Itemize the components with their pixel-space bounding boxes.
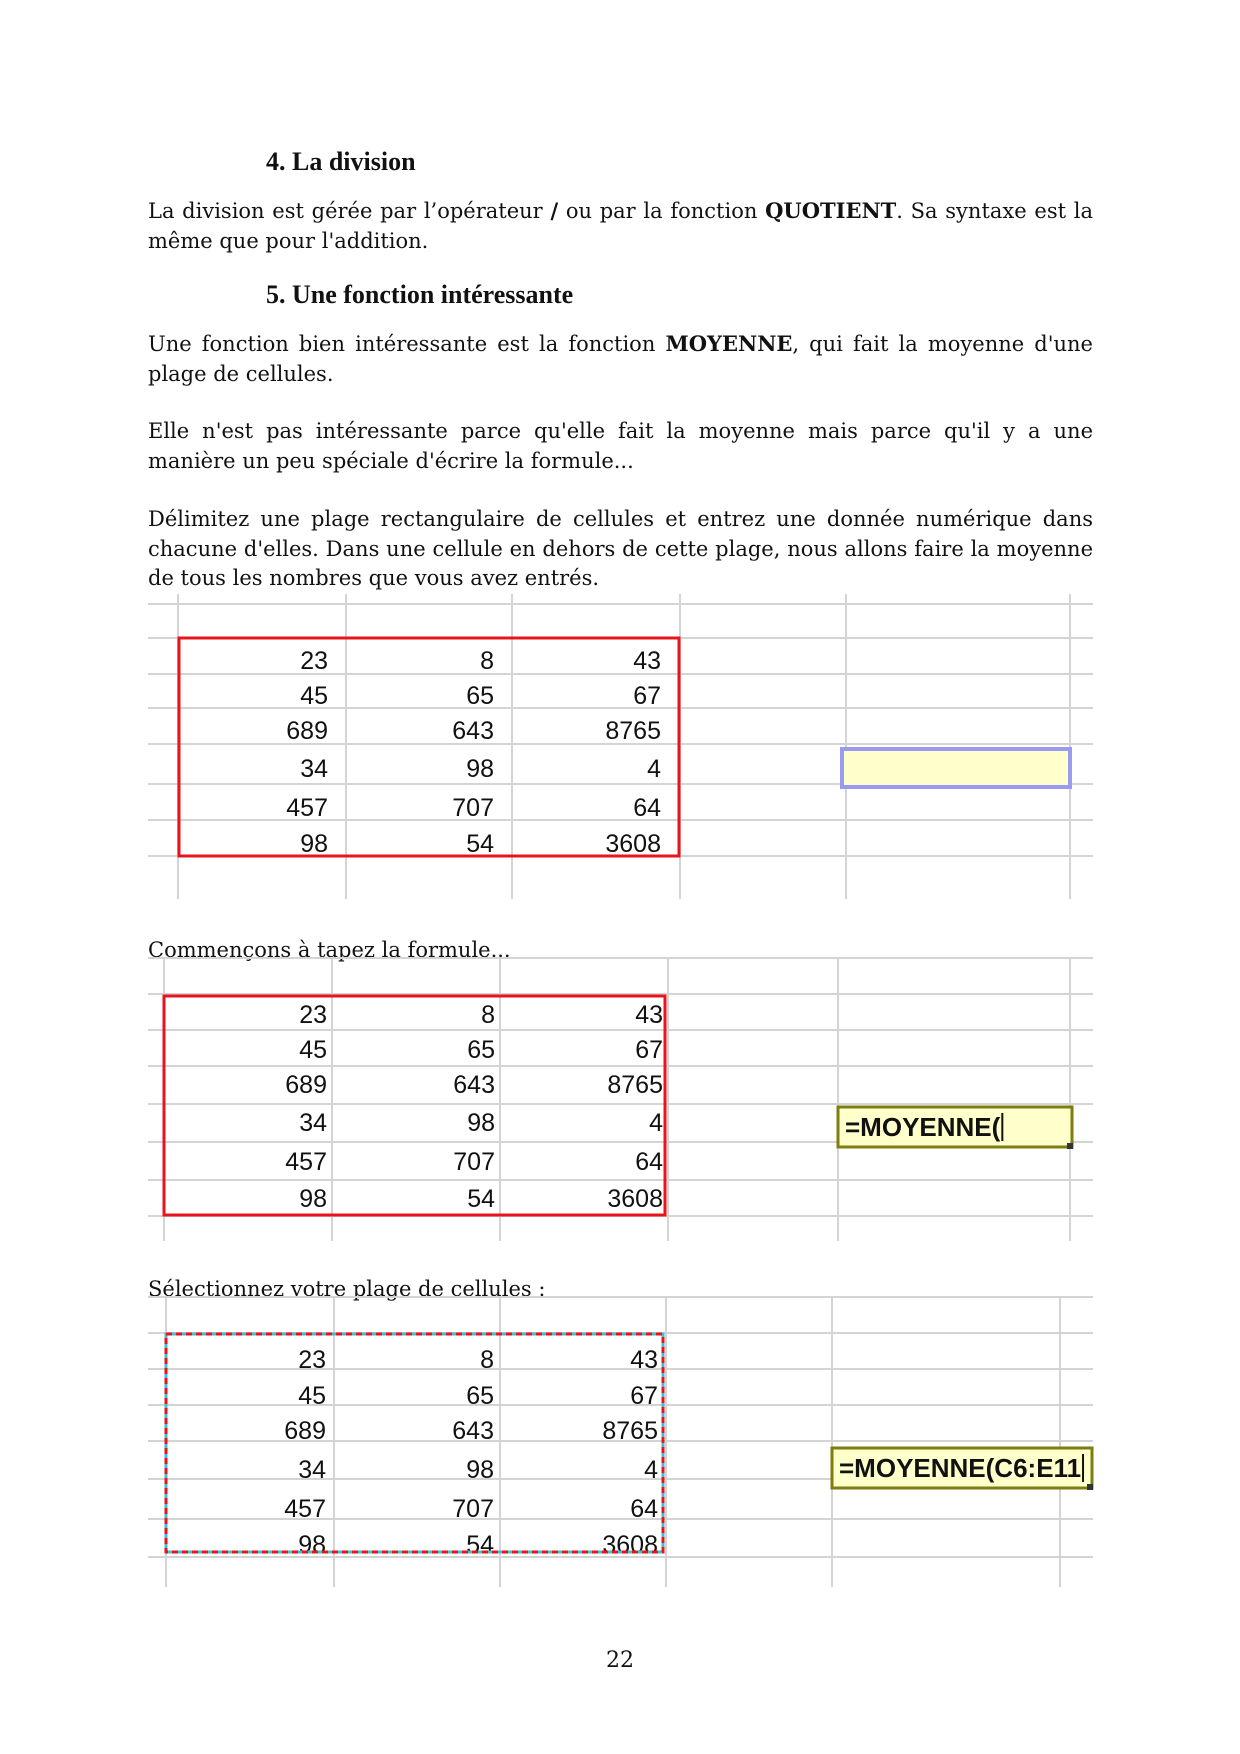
cell-value: 98 (467, 1109, 495, 1137)
cell-value: 689 (284, 1417, 326, 1445)
active-cell (842, 749, 1070, 787)
spreadsheet-grid-3 (148, 1297, 1093, 1587)
spreadsheet-screenshot-1 (148, 594, 1093, 899)
selected-range-border (179, 638, 679, 856)
cell-value: 8765 (607, 1071, 663, 1099)
cell-value: 65 (466, 682, 494, 710)
cell-value: 98 (300, 830, 328, 858)
cell-value: 8765 (602, 1417, 658, 1445)
cell-value: 67 (633, 682, 661, 710)
cell-value: 43 (635, 1001, 663, 1029)
cell-value: 4 (647, 755, 661, 783)
cell-value: 98 (466, 755, 494, 783)
formula-text: =MOYENNE( (845, 1112, 1001, 1142)
cell-value: 8 (480, 1346, 494, 1374)
paragraph-division: La division est gérée par l’opérateur / ou par la fonction QUOTIENT. Sa syntaxe est la même que pour l'addition. (148, 198, 1093, 253)
heading-division: 4. La division (266, 147, 416, 176)
cell-value: 34 (298, 1456, 326, 1484)
cell-value: 4 (644, 1456, 658, 1484)
cell-value: 4 (649, 1109, 663, 1137)
selected-range-border (164, 996, 665, 1215)
cell-value: 3608 (602, 1531, 658, 1559)
fill-handle (1067, 1143, 1073, 1149)
cell-value: 643 (452, 1417, 494, 1445)
caption-formule: Commençons à tapez la formule... (148, 938, 511, 962)
cell-value: 643 (453, 1071, 495, 1099)
cell-value: 707 (452, 794, 494, 822)
cell-value: 34 (300, 755, 328, 783)
cell-value: 457 (286, 794, 328, 822)
spreadsheet-grid-1 (148, 594, 1093, 899)
cell-value: 8765 (605, 717, 661, 745)
cell-value: 707 (453, 1148, 495, 1176)
cell-value: 707 (452, 1495, 494, 1523)
formula-text: =MOYENNE(C6:E11 (839, 1453, 1082, 1483)
cell-value: 64 (633, 794, 661, 822)
cell-value: 98 (298, 1531, 326, 1559)
caption-selection: Sélectionnez votre plage de cellules : (148, 1277, 546, 1301)
cell-value: 8 (481, 1001, 495, 1029)
cell-value: 43 (630, 1346, 658, 1374)
cell-value: 43 (633, 647, 661, 675)
cell-value: 45 (298, 1382, 326, 1410)
cell-value: 98 (466, 1456, 494, 1484)
cell-value: 67 (635, 1036, 663, 1064)
fill-handle (1087, 1484, 1093, 1490)
cell-value: 54 (466, 830, 494, 858)
cell-value: 23 (298, 1346, 326, 1374)
cell-value: 98 (299, 1185, 327, 1213)
cell-value: 457 (285, 1148, 327, 1176)
spreadsheet-screenshot-3 (148, 1297, 1093, 1587)
paragraph-moyenne: Une fonction bien intéressante est la fonction MOYENNE, qui fait la moyenne d'une plage de cellules. (148, 331, 1093, 386)
spreadsheet-grid-2 (148, 958, 1093, 1241)
cell-value: 45 (300, 682, 328, 710)
cell-value: 689 (285, 1071, 327, 1099)
cell-value: 8 (480, 647, 494, 675)
cell-value: 23 (300, 647, 328, 675)
cell-value: 54 (467, 1185, 495, 1213)
cell-value: 64 (630, 1495, 658, 1523)
cell-value: 23 (299, 1001, 327, 1029)
cell-value: 3608 (605, 830, 661, 858)
cell-value: 457 (284, 1495, 326, 1523)
cell-value: 643 (452, 717, 494, 745)
cell-value: 65 (466, 1382, 494, 1410)
function-moyenne: MOYENNE (665, 331, 793, 356)
cell-value: 65 (467, 1036, 495, 1064)
cell-value: 67 (630, 1382, 658, 1410)
operator-slash: / (550, 198, 559, 223)
cell-value: 45 (299, 1036, 327, 1064)
spreadsheet-screenshot-2 (148, 958, 1093, 1241)
cell-value: 34 (299, 1109, 327, 1137)
heading-fonction: 5. Une fonction intéressante (266, 280, 574, 309)
cell-value: 3608 (607, 1185, 663, 1213)
page-number: 22 (606, 1648, 634, 1673)
paragraph-delimitez: Délimitez une plage rectangulaire de cellules et entrez une donnée numérique dans chacune d'elles. Dans une cellule en dehors de cette plage, nous allons faire la moyenne de tous les nombres que vous avez entrés. (148, 507, 1093, 590)
cell-value: 64 (635, 1148, 663, 1176)
function-quotient: QUOTIENT (765, 198, 897, 223)
paragraph-speciale: Elle n'est pas intéressante parce qu'elle fait la moyenne mais parce qu'il y a une manière un peu spéciale d'écrire la formule... (148, 419, 1093, 473)
cell-value: 54 (466, 1531, 494, 1559)
cell-value: 689 (286, 717, 328, 745)
